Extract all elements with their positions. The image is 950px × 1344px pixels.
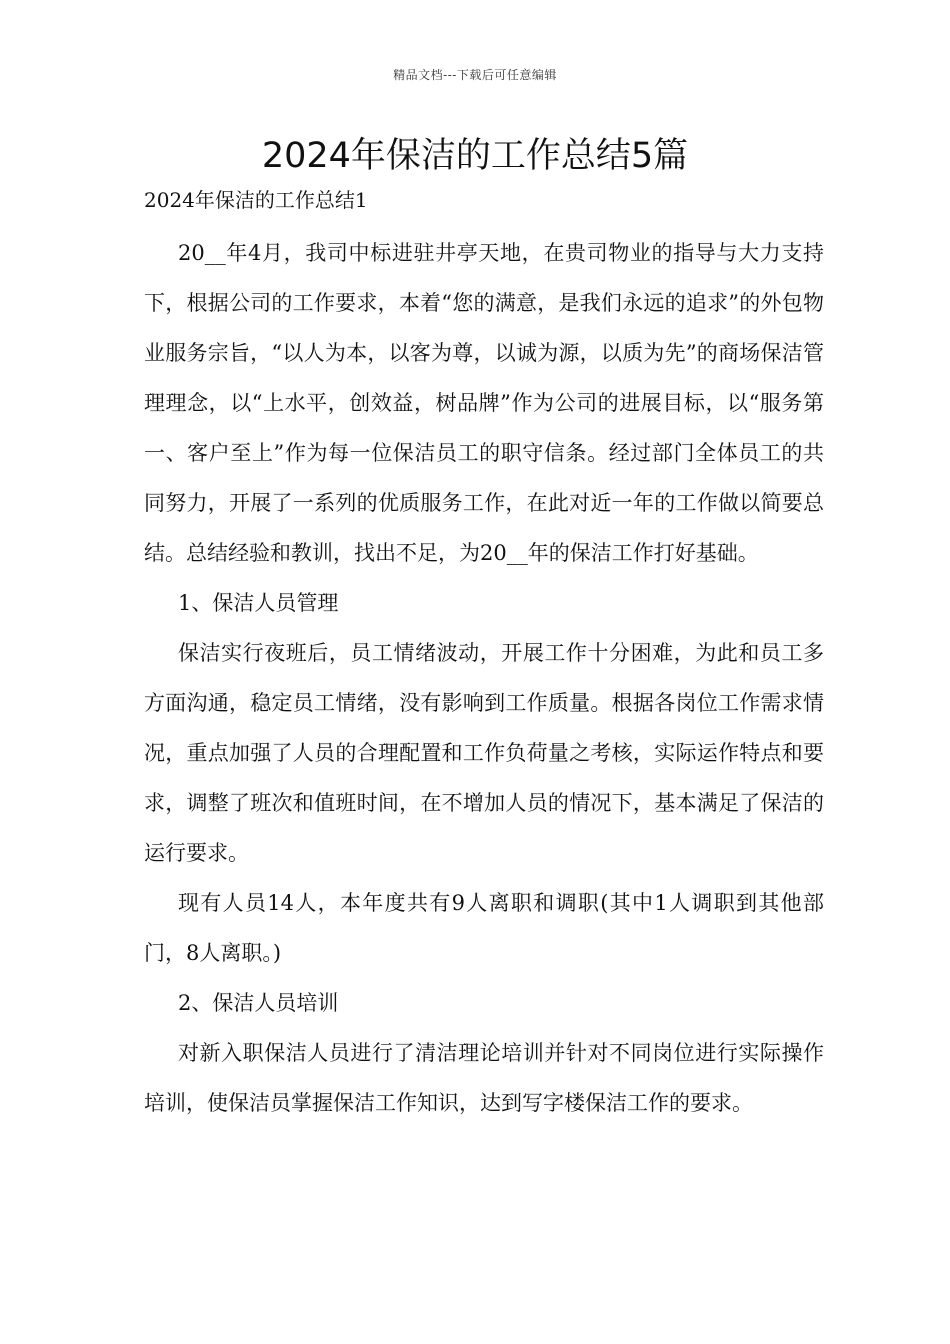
document-title: 2024年保洁的工作总结5篇 bbox=[261, 136, 689, 176]
list-item-staff-training: 2、保洁人员培训 bbox=[178, 991, 339, 1015]
list-item-staff-management: 1、保洁人员管理 bbox=[178, 591, 339, 615]
paragraph-staff-management: 保洁实行夜班后，员工情绪波动，开展工作十分困难，为此和员工多方面沟通，稳定员工情绪，没有影响到工作质量。根据各岗位工作需求情况，重点加强了人员的合理配置和工作负荷量之考核，实际运作特点和要求，调整了班次和值班时间，在不增加人员的情况下，基本满足了保洁的运行要求。 bbox=[144, 641, 824, 865]
section-title: 2024年保洁的工作总结1 bbox=[144, 188, 368, 212]
paragraph-intro: 20__年4月，我司中标进驻井亭天地，在贵司物业的指导与大力支持下，根据公司的工作要求，本着“您的满意，是我们永远的追求”的外包物业服务宗旨，“以人为本，以客为尊，以诚为源，以质为先”的商场保洁管理理念，以“上水平，创效益，树品牌”作为公司的进展目标，以“服务第一、客户至上”作为每一位保洁员工的职守信条。经过部门全体员工的共同努力，开展了一系列的优质服务工作，在此对近一年的工作做以简要总结。总结经验和教训，找出不足，为20__年的保洁工作打好基础。 bbox=[144, 241, 824, 565]
header-note: 精品文档---下载后可任意编辑 bbox=[393, 68, 557, 82]
document-body bbox=[144, 182, 824, 1128]
paragraph-staff-training: 对新入职保洁人员进行了清洁理论培训并针对不同岗位进行实际操作培训，使保洁员掌握保洁工作知识，达到写字楼保洁工作的要求。 bbox=[144, 1041, 824, 1115]
paragraph-staff-count: 现有人员14人，本年度共有9人离职和调职(其中1人调职到其他部门，8人离职。) bbox=[144, 891, 824, 965]
